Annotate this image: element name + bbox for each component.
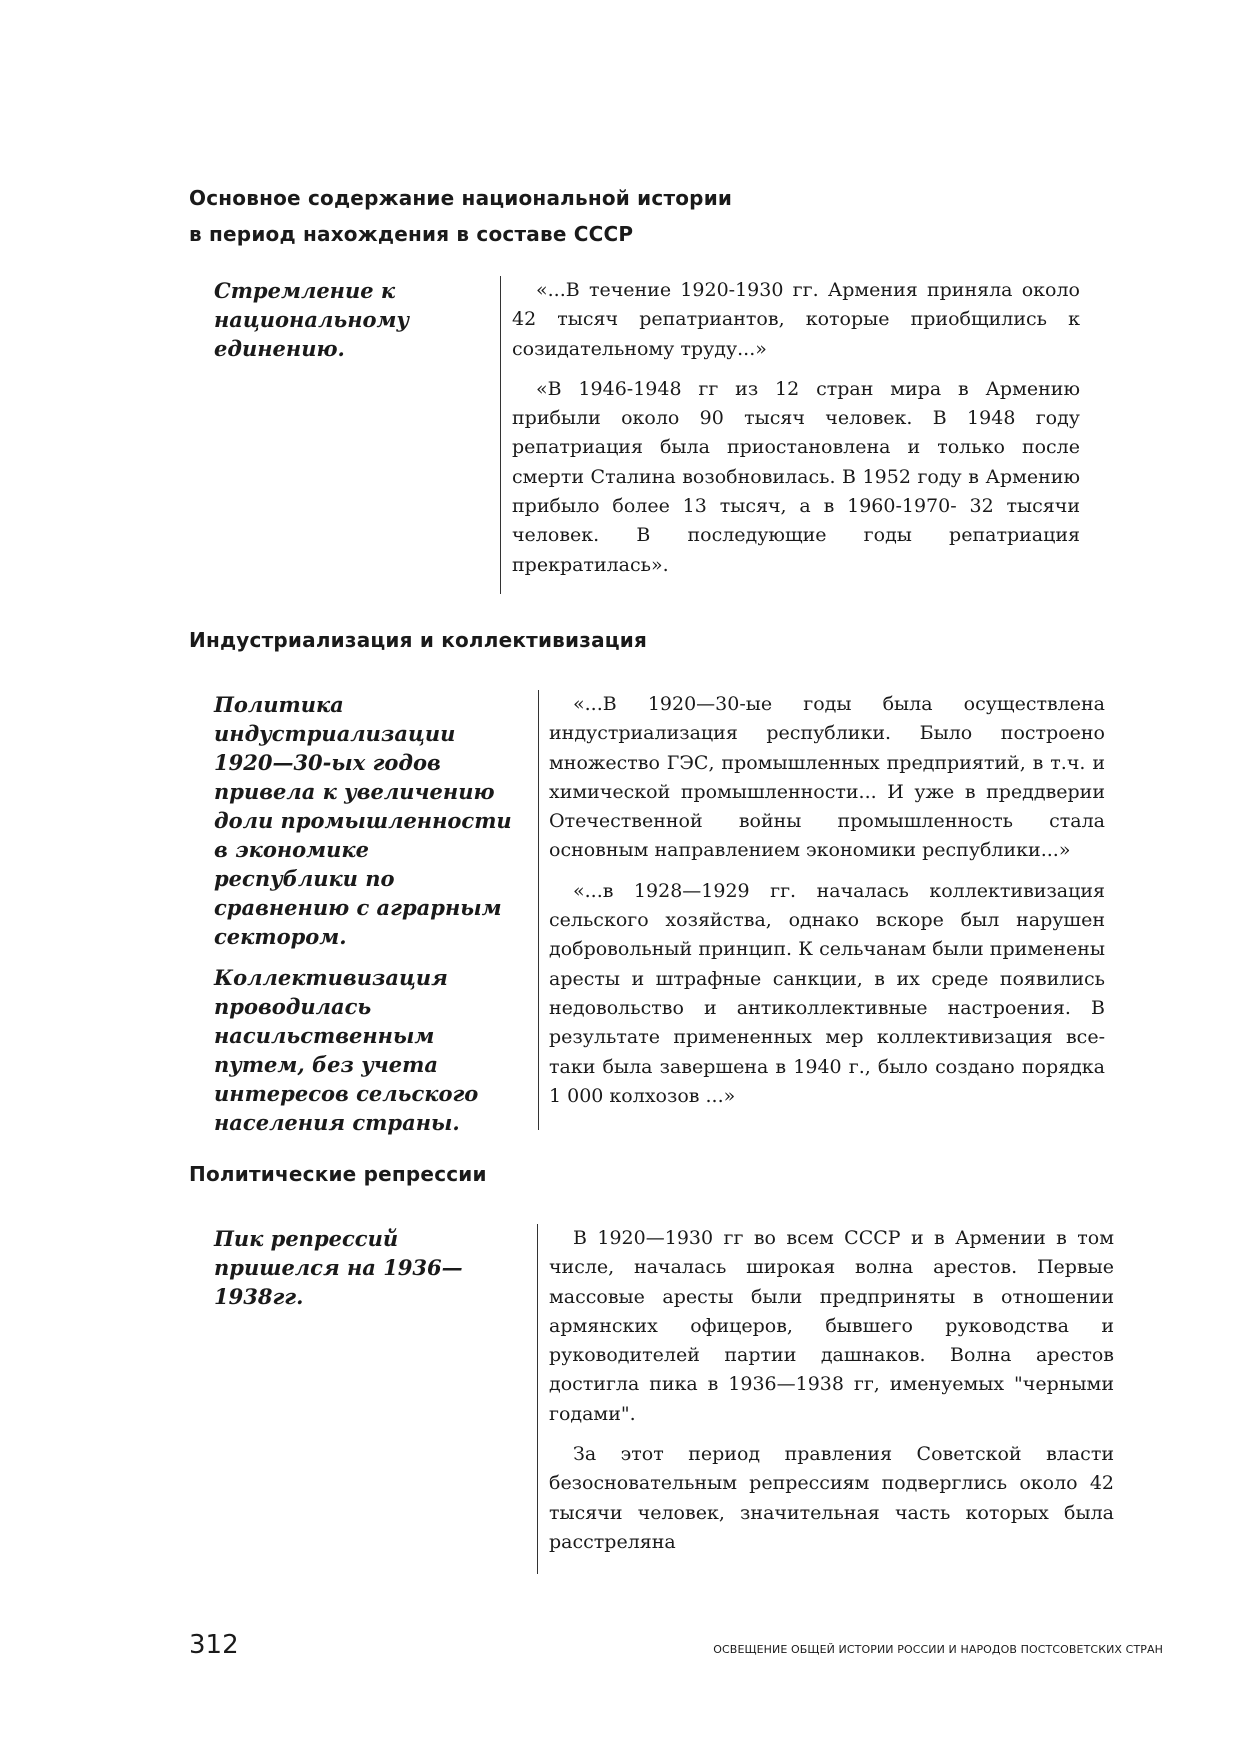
column-divider	[500, 276, 501, 594]
quote-paragraph: В 1920—1930 гг во всем СССР и в Армении в том числе, началась широкая волна арестов. Первые массовые аресты были предприняты в отношении армянских офицеров, бывшего руководства и руководителей партии дашнаков. Волна арестов достигла пика в 1936—1938 гг, именуемых "черными годами".	[549, 1227, 1114, 1425]
section-industrialization	[189, 690, 1109, 1135]
section-quotes	[512, 276, 1080, 591]
section-quotes	[549, 690, 1105, 1122]
section-repressions	[189, 1224, 1114, 1574]
section-heading-national-history	[189, 180, 732, 252]
quote-paragraph: «...В течение 1920-1930 гг. Армения приняла около 42 тысяч репатриантов, которые приобщились к созидательному труду...»	[512, 279, 1080, 360]
section-heading-repressions: Политические репрессии	[189, 1162, 487, 1186]
column-divider	[537, 1224, 538, 1574]
quote-paragraph: «...В 1920—30-ые годы была осуществлена индустриализация республики. Было построено множество ГЭС, промышленных предприятий, в т.ч. и химической промышленности... И уже в преддверии Отечественной войны промышленность стала основным направлением экономики республики...»	[549, 693, 1105, 862]
quote-paragraph: «В 1946-1948 гг из 12 стран мира в Армению прибыли около 90 тысяч человек. В 1948 году репатриация была приостановлена и только после смерти Сталина возобновилась. В 1952 году в Армению прибыло более 13 тысяч, а в 1960-1970- 32 тысячи человек. В последующие годы репатриация прекратилась».	[512, 377, 1080, 576]
summary-paragraph: Стремление к национальному единению.	[214, 278, 410, 361]
summary-paragraph: Политика индустриализации 1920—30-ых годов привела к увеличению доли промышленности в экономике республики по сравнению с аграрным сектором.	[214, 692, 512, 949]
heading-line-2: в период нахождения в составе СССР	[189, 222, 634, 246]
summary-paragraph: Коллективизация проводилась насильственным путем, без учета интересов сельского населения страны.	[214, 965, 479, 1135]
section-quotes	[549, 1224, 1114, 1568]
summary-paragraph: Пик репрессий пришелся на 1936—1938гг.	[214, 1226, 463, 1309]
section-heading-industrialization: Индустриализация и коллективизация	[189, 628, 648, 652]
section-summary	[214, 1224, 519, 1323]
quote-paragraph: «...в 1928—1929 гг. началась коллективизация сельского хозяйства, однако вскоре был нарушен добровольный принцип. К сельчанам были применены аресты и штрафные санкции, в их среде появились недовольство и антиколлективные настроения. В результате примененных мер коллективизация все-таки была завершена в 1940 г., было создано порядка 1 000 колхозов ...»	[549, 879, 1105, 1107]
section-summary	[214, 276, 454, 375]
section-summary	[214, 690, 519, 1149]
heading-line-1: Основное содержание национальной истории	[189, 186, 733, 210]
running-footer-title: ОСВЕЩЕНИЕ ОБЩЕЙ ИСТОРИИ РОССИИ И НАРОДОВ ПОСТСОВЕТСКИХ СТРАН	[713, 1643, 1163, 1656]
column-divider	[538, 690, 539, 1130]
quote-paragraph: За этот период правления Советской власти безосновательным репрессиям подверглись около 42 тысячи человек, значительная часть которых была расстреляна	[549, 1443, 1114, 1553]
page-number: 312	[189, 1630, 239, 1660]
section-national-history	[189, 276, 1109, 596]
